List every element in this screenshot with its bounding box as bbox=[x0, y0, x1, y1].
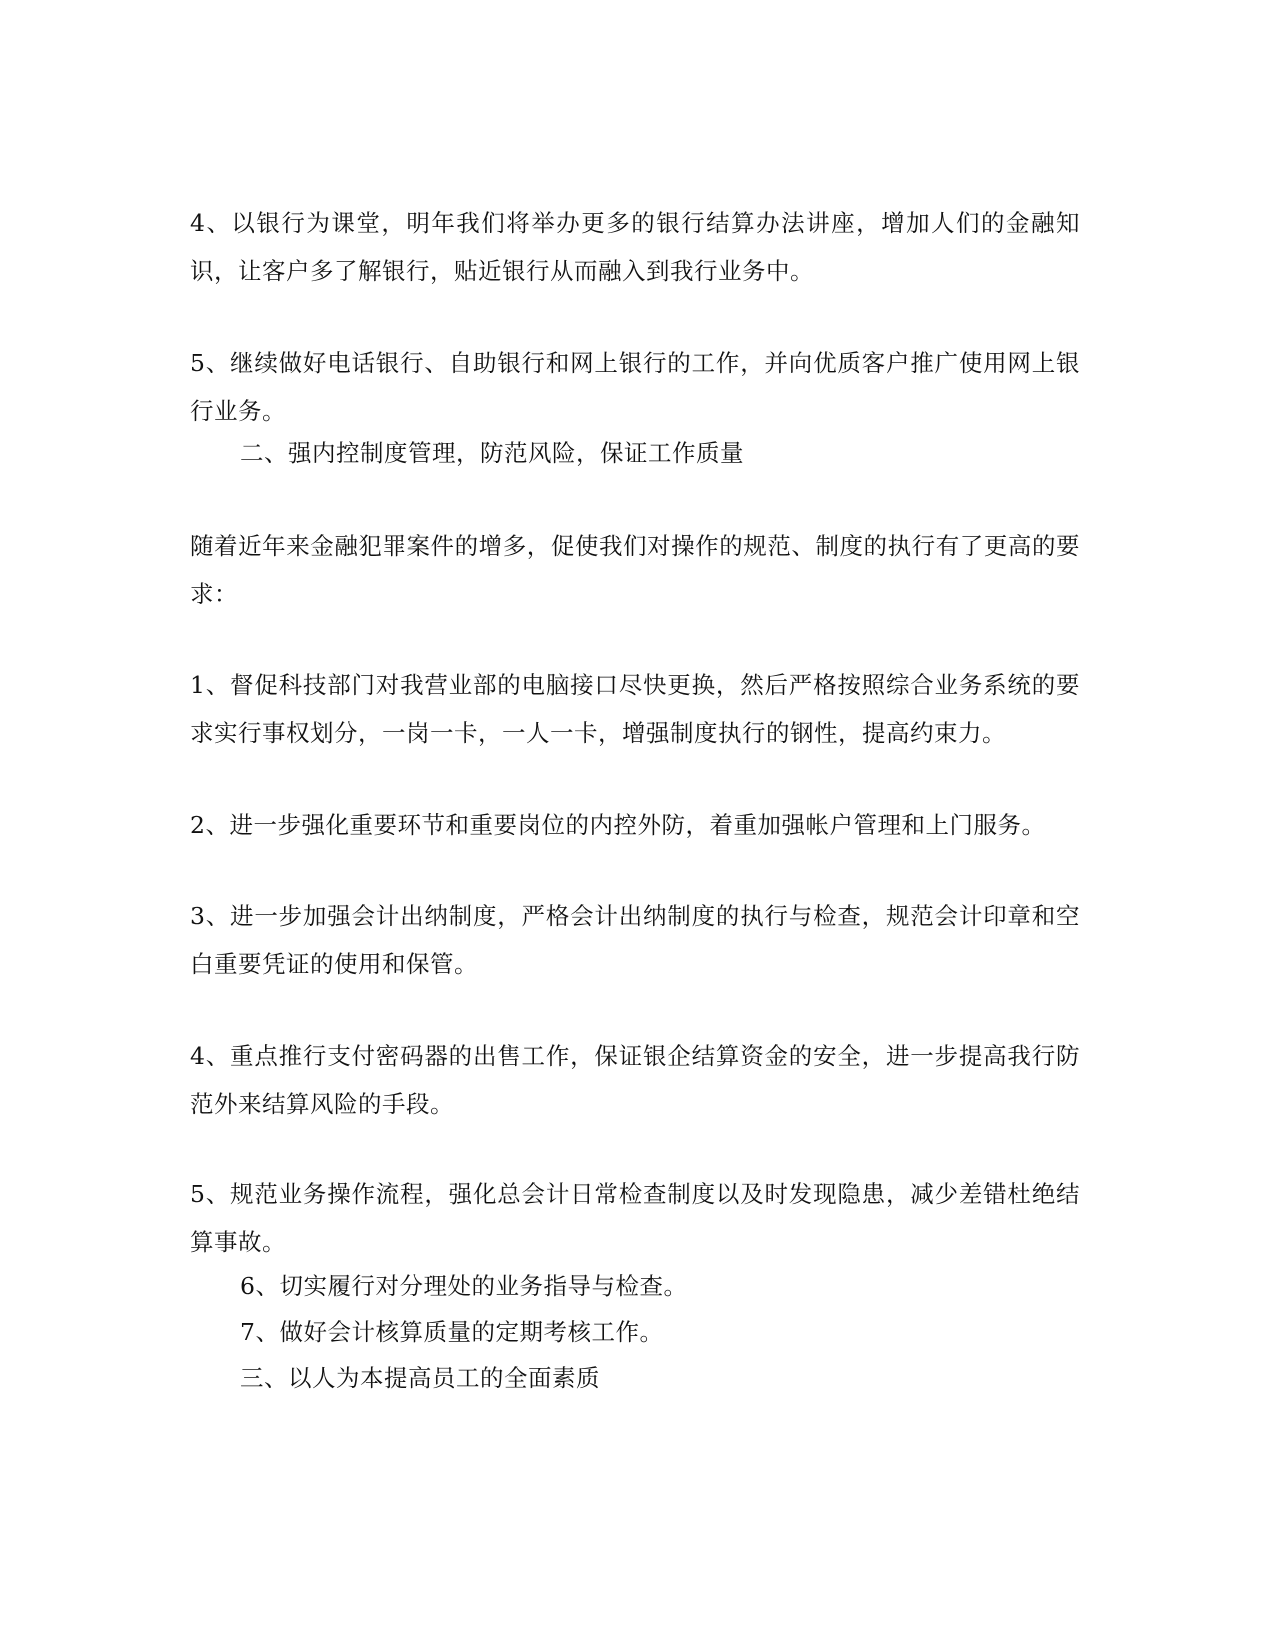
paragraph-item-4-classroom: 4、以银行为课堂，明年我们将举办更多的银行结算办法讲座，增加人们的金融知识，让客户多了解银行，贴近银行从而融入到我行业务中。 bbox=[190, 209, 1080, 285]
paragraph-item-1: 1、督促科技部门对我营业部的电脑接口尽快更换，然后严格按照综合业务系统的要求实行事权划分，一岗一卡，一人一卡，增强制度执行的钢性，提高约束力。 bbox=[190, 671, 1080, 747]
paragraph-item-4: 4、重点推行支付密码器的出售工作，保证银企结算资金的安全，进一步提高我行防范外来结算风险的手段。 bbox=[190, 1042, 1080, 1118]
paragraph-item-3: 3、进一步加强会计出纳制度，严格会计出纳制度的执行与检查，规范会计印章和空白重要凭证的使用和保管。 bbox=[190, 902, 1080, 978]
paragraph-item-5: 5、规范业务操作流程，强化总会计日常检查制度以及时发现隐患，减少差错杜绝结算事故。 bbox=[190, 1180, 1080, 1256]
section-heading-2: 二、强内控制度管理，防范风险，保证工作质量 bbox=[240, 439, 744, 467]
paragraph-item-7: 7、做好会计核算质量的定期考核工作。 bbox=[240, 1318, 664, 1346]
paragraph-item-6: 6、切实履行对分理处的业务指导与检查。 bbox=[240, 1272, 688, 1300]
section-heading-3: 三、以人为本提高员工的全面素质 bbox=[240, 1364, 600, 1392]
paragraph-item-2: 2、进一步强化重要环节和重要岗位的内控外防，着重加强帐户管理和上门服务。 bbox=[190, 811, 1046, 839]
paragraph-intro: 随着近年来金融犯罪案件的增多，促使我们对操作的规范、制度的执行有了更高的要求： bbox=[190, 532, 1080, 608]
paragraph-item-5-ebanking: 5、继续做好电话银行、自助银行和网上银行的工作，并向优质客户推广使用网上银行业务。 bbox=[190, 349, 1080, 425]
